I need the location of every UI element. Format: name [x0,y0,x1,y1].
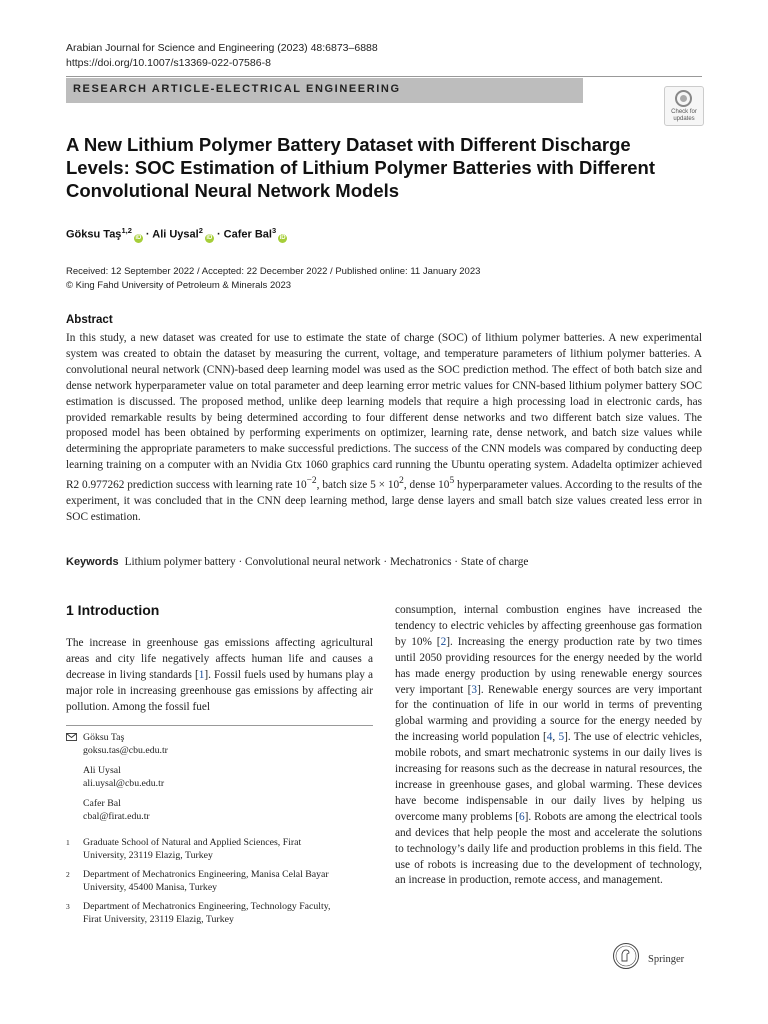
article-type-label: RESEARCH ARTICLE-ELECTRICAL ENGINEERING [73,83,401,95]
body-text: The increase in greenhouse gas emissions affecting agricultural areas and city life negatively affects human life and causes a decrease in living standards [ [66,637,373,681]
abstract-body [66,331,702,526]
author-affiliation-ref: 3 [271,226,277,235]
keywords [66,556,702,568]
corr-email[interactable]: cbal@firat.edu.tr [83,811,150,822]
affiliation [66,836,366,864]
corr-name: Cafer Bal [83,798,121,809]
article-type-banner [66,78,583,103]
badge-line2: updates [673,116,695,122]
doi-link[interactable]: https://doi.org/10.1007/s13369-022-07586-8 [66,57,271,69]
exponent: −2 [306,476,317,487]
abstract-text: hyperparameter values. According to the results of the experiment, it was concluded that in the CNN deep learning method, large dense layers and small batch size values created less error in SOC estimation. [66,478,702,523]
article-title: A New Lithium Polymer Battery Dataset with Different Discharge Levels: SOC Estimation of Lithium Polymer Batteries with Different Convolutional Neural Network Models [66,134,656,201]
body-text: ]. Increasing the energy production rate by two times until 2050 providing resources for the energy needed by the world has made energy production by using renewable energy sources very important [ [395,635,702,696]
author-name: Göksu Taş [66,228,122,241]
abstract-text: , dense 10 [403,478,450,491]
body-text: ]. Renewable energy sources are very important for the continuation of life in our world in terms of preventing global warming and providing a source for the energy needed by the increasing world population [ [395,683,702,744]
affiliation-number: 2 [66,870,70,879]
abstract-text: In this study, a new dataset was created for use to estimate the state of charge (SOC) of lithium polymer batteries. A new experimental system was created to obtain the dataset by measuring the current, voltage, and temperature parameters of lithium polymer batteries. A convolutional neural network (CNN)-based deep learning model was used as the SOC prediction method. The effect of both batch size and dense network hyperparameter value on total parameter and deep learning error metric values for CNN-based lithium polymer battery SOC estimation is discussed. The proposed method, unlike deep learning models that require a high processing load in electronic cards, has provided remarkable results by being determined according to four different dense networks and two different batch size values. The proposed model has been obtained by performing experiments on optimizer, learning rate, dense network, and batch size values while determining the appropriate parameters to make successful predictions. The success of the CNN models was compared by conducting deep learning training on a computer with an Nvidia Gtx 1060 graphics card running the Ubuntu operating system. Adadelta optimizer achieved R2 0.977262 prediction success with learning rate 10 [66,332,702,491]
citation-link[interactable]: 6 [518,810,525,823]
affiliation [66,868,366,896]
affiliation-text: Department of Mechatronics Engineering, Technology Faculty, Firat University, 23119 Elazig, Turkey [83,901,331,925]
publisher-name: Springer [648,954,685,965]
springer-horse-logo [612,942,640,970]
dates-line: Received: 12 September 2022 / Accepted: 22 December 2022 / Published online: 11 January 2023 [66,266,481,277]
publisher-mark [612,942,702,972]
abstract-text: , batch size 5 × 10 [316,478,400,491]
badge-line1: Check for [671,109,697,115]
corr-email[interactable]: goksu.tas@cbu.edu.tr [83,745,168,756]
author-list [66,226,287,243]
copyright-line: © King Fahd University of Petroleum & Minerals 2023 [66,279,292,291]
keywords-label: Keywords [66,556,119,568]
exponent: 5 [449,476,455,487]
intro-paragraph-left [66,636,373,716]
abstract-heading: Abstract [66,314,113,326]
author-affiliation-ref: 1,2 [121,226,132,235]
journal-citation [66,41,378,71]
author-separator: · [142,228,153,241]
citation-link[interactable]: 2 [440,635,447,648]
author-name: Ali Uysal [152,228,199,241]
affiliation-number: 3 [66,902,70,911]
orcid-icon[interactable]: iD [135,234,142,241]
affiliation [66,900,366,928]
journal-line: Arabian Journal for Science and Engineering (2023) 48:6873–6888 [66,42,378,54]
orcid-icon[interactable]: iD [206,234,213,241]
corresponding-authors [66,731,366,822]
intro-paragraph-right [395,603,702,889]
corr-name: Göksu Taş [83,732,125,743]
update-icon [675,90,692,107]
author-separator: · [213,228,224,241]
header-rule [66,76,702,77]
corr-email[interactable]: ali.uysal@cbu.edu.tr [83,778,165,789]
body-text: ]. The use of electric vehicles, mobile robots, and smart mechatronic systems in our daily lives is increasing for reasons such as the decrease in natural resources, the increase in greenhouse gases, and global warming. These devices have become indispensable in our daily lives by helping us overcome many problems [ [395,731,702,823]
affiliation-text: Department of Mechatronics Engineering, Manisa Celal Bayar University, 45400 Manisa, Turkey [83,869,329,893]
citation-separator: , [552,731,559,744]
affiliation-text: Graduate School of Natural and Applied Sciences, Firat University, 23119 Elazig, Turkey [83,837,302,861]
citation-link[interactable]: 4 [546,731,553,744]
keywords-list: Lithium polymer battery · Convolutional neural network · Mechatronics · State of charge [124,556,529,568]
author-affiliation-ref: 2 [198,226,203,235]
citation-link[interactable]: 5 [558,731,565,744]
body-text: ]. Robots are among the electrical tools and devices that help people the most and accelerate the solutions to technology’s daily life and production problems in this field. The use of robots is increasing due to the development of technology, an increase in production, remote access, and management. [395,810,702,887]
envelope-icon [66,733,77,741]
check-for-updates-badge[interactable] [664,86,704,126]
affiliation-number: 1 [66,838,70,847]
exponent: 2 [399,476,404,487]
body-text: ]. Fossil fuels used by humans play a major role in increasing greenhouse gas emissions by affecting air pollution. Among the fossil fuel [66,668,373,713]
orcid-icon[interactable]: iD [279,234,286,241]
footnote-rule [66,725,373,726]
author-name: Cafer Bal [223,228,272,241]
citation-link[interactable]: 1 [198,668,205,681]
corr-name: Ali Uysal [83,765,121,776]
citation-link[interactable]: 3 [471,683,478,696]
section-heading-introduction: 1 Introduction [66,602,160,618]
publication-dates [66,265,480,292]
body-text: consumption, internal combustion engines have increased the tendency to electric vehicles by affecting greenhouse gas formation by 10% [ [395,604,702,648]
